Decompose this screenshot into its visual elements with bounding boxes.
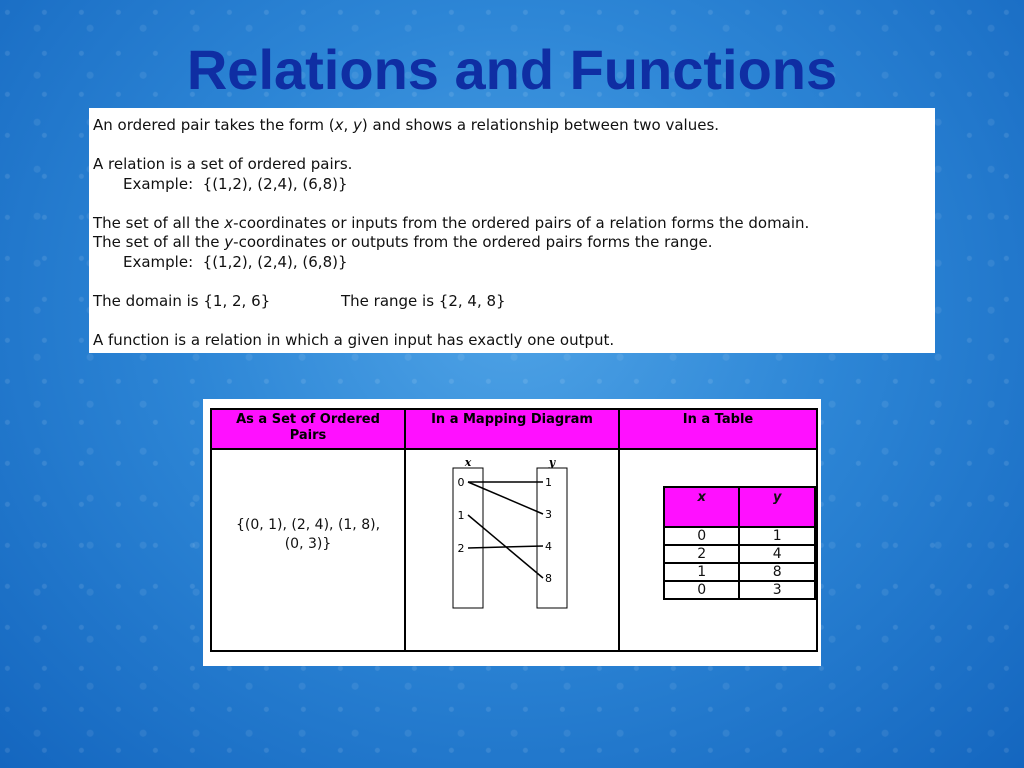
output-oval <box>537 468 567 608</box>
ordered-pairs-set <box>212 516 404 554</box>
input-oval <box>453 468 483 608</box>
y-value-cell: 4 <box>739 545 815 563</box>
set-cell <box>211 449 405 651</box>
mapping-arrow <box>468 482 543 514</box>
example-2: Example: {(1,2), (2,4), (6,8)} <box>123 252 348 271</box>
spacer <box>93 194 931 214</box>
example-1: Example: {(1,2), (2,4), (6,8)} <box>123 174 348 193</box>
ordered-pair-line <box>93 116 931 136</box>
mapping-output-value: 1 <box>545 476 552 489</box>
mapping-diagram <box>406 450 616 656</box>
table-row <box>664 563 815 581</box>
range-definition <box>93 233 931 253</box>
header-mapping: In a Mapping Diagram <box>405 409 619 449</box>
xy-table <box>663 486 816 600</box>
x-value-cell: 0 <box>664 527 739 545</box>
y-column-header: y <box>739 487 815 527</box>
text-fragment: -coordinates or inputs from the ordered pairs of a relation forms the domain. <box>233 213 810 232</box>
y-value-cell: 3 <box>739 581 815 599</box>
definitions-panel <box>89 108 935 353</box>
representations-table <box>210 408 818 652</box>
set-line: {(0, 1), (2, 4), (1, 8), <box>235 517 381 533</box>
range-statement: The range is {2, 4, 8} <box>341 291 506 310</box>
table-cell <box>619 449 817 651</box>
representations-panel <box>203 399 821 666</box>
mapping-input-value: 2 <box>457 542 465 555</box>
table-row <box>664 527 815 545</box>
domain-definition <box>93 214 931 234</box>
spacer <box>93 136 931 156</box>
x-value-cell: 2 <box>664 545 739 563</box>
var-y: y <box>353 116 362 134</box>
mapping-output-value: 4 <box>545 540 552 553</box>
x-label: x <box>464 456 472 469</box>
relation-definition: A relation is a set of ordered pairs. <box>93 155 353 173</box>
mapping-cell <box>405 449 619 651</box>
spacer <box>93 272 931 292</box>
domain-statement: The domain is {1, 2, 6} <box>93 291 271 310</box>
slide-title: Relations and Functions <box>186 38 838 101</box>
table-row <box>664 545 815 563</box>
y-value-cell: 8 <box>739 563 815 581</box>
table-row <box>664 581 815 599</box>
var-y: y <box>224 233 234 251</box>
spacer <box>93 311 931 331</box>
mapping-output-value: 3 <box>545 508 552 521</box>
x-value-cell: 0 <box>664 581 739 599</box>
text-fragment: The set of all the <box>93 213 225 232</box>
text-fragment: An ordered pair takes the form ( <box>93 116 335 134</box>
function-definition: A function is a relation in which a given input has exactly one output. <box>93 330 615 349</box>
mapping-output-value: 8 <box>545 572 552 585</box>
text-fragment: -coordinates or outputs from the ordered pairs forms the range. <box>233 233 713 251</box>
text-fragment: ) and shows a relationship between two values. <box>361 116 720 134</box>
var-x: x <box>334 116 344 134</box>
header-set: As a Set of Ordered Pairs <box>211 409 405 449</box>
text-fragment: The set of all the <box>93 233 225 251</box>
y-value-cell: 1 <box>739 527 815 545</box>
var-x: x <box>224 213 234 232</box>
header-table: In a Table <box>619 409 817 449</box>
set-line: (0, 3)} <box>284 536 332 552</box>
mapping-input-value: 0 <box>457 476 465 489</box>
x-column-header: x <box>664 487 739 527</box>
text-fragment: , <box>343 116 353 134</box>
x-value-cell: 1 <box>664 563 739 581</box>
domain-range-line <box>93 292 931 312</box>
y-label: y <box>548 456 556 469</box>
mapping-input-value: 1 <box>457 509 465 522</box>
